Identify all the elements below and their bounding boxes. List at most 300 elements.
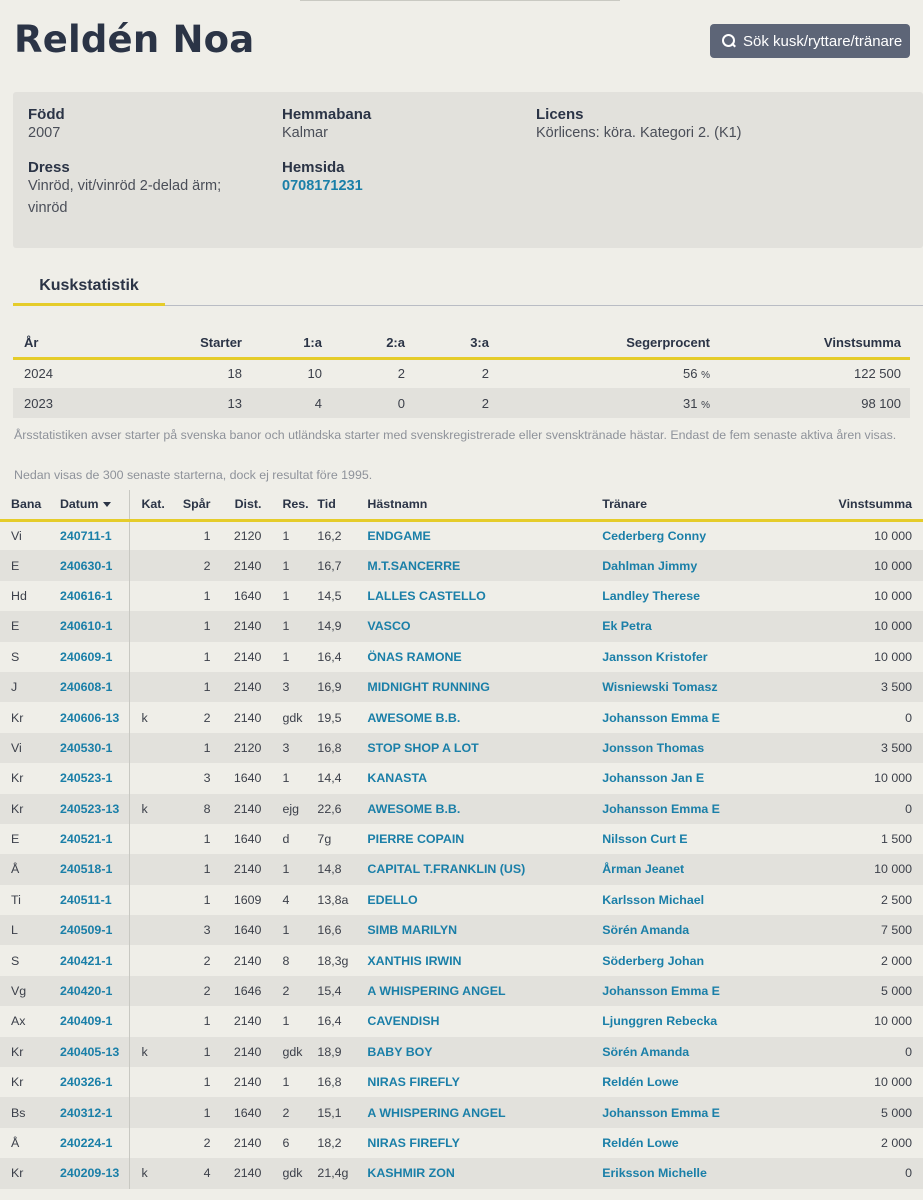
cell-bana: Kr <box>11 710 24 725</box>
cell-kat <box>130 976 179 1006</box>
cell-kat <box>130 1006 179 1036</box>
start-row <box>0 885 923 915</box>
stats-cell-year: 2024 <box>24 366 53 382</box>
cell-dist: 2120 <box>233 528 262 543</box>
cell-trainer-link[interactable]: Johansson Emma E <box>598 794 758 824</box>
cell-dist: 2140 <box>233 710 262 725</box>
dress-value-line-2: vinröd <box>28 200 68 216</box>
cell-kat: k <box>130 1158 179 1188</box>
cell-vinstsumma: 0 <box>905 710 912 725</box>
cell-res: 8 <box>282 953 290 968</box>
cell-dist: 2140 <box>233 1136 262 1150</box>
cell-kat <box>130 885 179 915</box>
cell-horse-link[interactable]: MIDNIGHT RUNNING <box>363 672 598 702</box>
cell-dist: 2140 <box>233 953 262 968</box>
page-title: Reldén Noa <box>14 18 255 61</box>
cell-kat: k <box>141 710 148 725</box>
cell-tid: 21,4g <box>313 1158 363 1188</box>
cell-res: 1 <box>265 550 313 580</box>
cell-horse-link[interactable]: LALLES CASTELLO <box>367 588 486 603</box>
cell-horse-link[interactable]: CAPITAL T.FRANKLIN (US) <box>363 854 598 884</box>
cell-res: 1 <box>282 588 290 603</box>
cell-horse-link[interactable]: KANASTA <box>367 771 428 786</box>
start-row <box>0 642 923 672</box>
search-icon <box>722 34 736 48</box>
cell-trainer-link[interactable]: Sörén Amanda <box>598 1037 758 1067</box>
cell-bana: S <box>11 953 20 968</box>
cell-vinstsumma: 10 000 <box>874 528 912 543</box>
cell-tid: 19,5 <box>317 710 342 725</box>
cell-bana: Vi <box>0 733 56 763</box>
cell-kat <box>130 763 179 793</box>
cell-kat <box>130 520 179 550</box>
cell-tid: 14,8 <box>313 854 363 884</box>
cell-horse-link[interactable]: AWESOME B.B. <box>367 710 461 725</box>
stats-cell-third: 2 <box>414 388 498 418</box>
cell-trainer-link[interactable]: Årman Jeanet <box>598 854 758 884</box>
cell-kat <box>130 1097 179 1127</box>
license-value: Körlicens: köra. Kategori 2. (K1) <box>536 125 742 141</box>
cell-bana: Kr <box>11 1075 24 1090</box>
start-row <box>0 824 923 854</box>
born-value: 2007 <box>28 125 61 141</box>
cell-bana: E <box>11 832 20 847</box>
stats-cell-starts: 13 <box>133 388 251 418</box>
cell-trainer-link[interactable]: Reldén Lowe <box>602 1136 679 1150</box>
cell-datum-link[interactable]: 240606-13 <box>56 702 130 732</box>
cell-dist: 2140 <box>214 611 265 641</box>
stats-cell-starts: 18 <box>227 366 242 382</box>
website-link[interactable]: 0708171231 <box>282 178 363 194</box>
start-row <box>0 581 923 611</box>
start-row <box>0 976 923 1006</box>
cell-spar: 2 <box>203 710 211 725</box>
cell-bana: Å <box>11 1136 20 1150</box>
cell-trainer-link[interactable]: Ek Petra <box>598 611 758 641</box>
cell-tid: 16,6 <box>313 915 363 945</box>
cell-dist: 1646 <box>214 976 265 1006</box>
cell-bana: E <box>0 611 56 641</box>
dress-label: Dress <box>28 159 70 176</box>
cell-kat <box>130 611 179 641</box>
cell-horse-link[interactable]: CAVENDISH <box>367 1014 440 1029</box>
cell-spar: 3 <box>179 915 215 945</box>
cell-trainer-link[interactable]: Wisniewski Tomasz <box>598 672 758 702</box>
cell-trainer-link[interactable]: Landley Therese <box>602 588 700 603</box>
cell-trainer-link[interactable]: Cederberg Conny <box>602 528 707 543</box>
cell-tid: 14,5 <box>317 588 342 603</box>
cell-datum-link[interactable]: 240608-1 <box>56 672 130 702</box>
stats-cell-earnings: 122 500 <box>854 366 901 382</box>
start-row <box>0 733 923 763</box>
cell-horse-link[interactable]: KASHMIR ZON <box>363 1158 598 1188</box>
cell-spar: 1 <box>203 1075 211 1090</box>
year-stats-table <box>13 328 910 418</box>
cell-trainer-link[interactable]: Jonsson Thomas <box>598 733 758 763</box>
starts-note: Nedan visas de 300 senaste starterna, dock ej resultat före 1995. <box>14 468 373 482</box>
cell-tid: 22,6 <box>313 794 363 824</box>
cell-dist: 2120 <box>214 733 265 763</box>
cell-tid: 16,4 <box>317 1014 342 1029</box>
cell-spar: 8 <box>179 794 215 824</box>
cell-vinstsumma: 1 500 <box>880 832 912 847</box>
stats-row <box>13 358 910 388</box>
cell-dist: 2140 <box>214 672 265 702</box>
cell-kat <box>130 915 179 945</box>
cell-vinstsumma: 0 <box>758 1158 923 1188</box>
cell-bana: Bs <box>0 1097 56 1127</box>
cell-kat <box>130 854 179 884</box>
col-spar[interactable]: Spår <box>179 490 215 520</box>
sort-desc-icon <box>103 502 111 507</box>
cell-spar: 1 <box>203 1014 211 1029</box>
cell-trainer-link[interactable]: Dahlman Jimmy <box>598 550 758 580</box>
cell-bana: Vi <box>11 528 22 543</box>
cell-horse-link[interactable]: EDELLO <box>367 892 418 907</box>
search-button-label: Sök kusk/ryttare/tränare <box>743 32 903 50</box>
cell-spar: 2 <box>179 550 215 580</box>
cell-dist: 1640 <box>214 915 265 945</box>
dress-value-line-1: Vinröd, vit/vinröd 2-delad ärm; <box>28 178 222 194</box>
cell-trainer-link[interactable]: Nilsson Curt E <box>602 832 688 847</box>
cell-res: 1 <box>282 771 290 786</box>
col-tranare[interactable]: Tränare <box>598 490 758 520</box>
cell-dist: 1609 <box>233 892 262 907</box>
cell-spar: 1 <box>203 832 211 847</box>
cell-res: 1 <box>265 854 313 884</box>
cell-spar: 1 <box>179 733 215 763</box>
cell-datum-link[interactable]: 240405-13 <box>56 1037 130 1067</box>
home-track-label: Hemmabana <box>282 106 372 123</box>
cell-dist: 2140 <box>233 1075 262 1090</box>
cell-spar: 1 <box>203 528 211 543</box>
cell-kat <box>130 945 179 975</box>
cell-horse-link[interactable]: A WHISPERING ANGEL <box>363 1097 598 1127</box>
license-label: Licens <box>536 106 584 123</box>
cell-dist: 2140 <box>233 1014 262 1029</box>
tab-bar <box>13 262 923 306</box>
cell-spar: 1 <box>179 611 215 641</box>
stats-cell-win-pct: 31 % <box>498 388 719 418</box>
start-row <box>0 672 923 702</box>
cell-horse-link[interactable]: SIMB MARILYN <box>363 915 598 945</box>
cell-kat: k <box>130 794 179 824</box>
born-label: Född <box>28 106 65 123</box>
cell-datum-link[interactable]: 240421-1 <box>56 945 130 975</box>
cell-dist: 1640 <box>233 832 262 847</box>
cell-bana: Ti <box>11 892 21 907</box>
cell-kat <box>130 733 179 763</box>
stats-cell-year: 2023 <box>13 388 133 418</box>
start-row <box>0 915 923 945</box>
cell-res: 2 <box>265 976 313 1006</box>
cell-vinstsumma: 10 000 <box>874 588 912 603</box>
cell-horse-link[interactable]: M.T.SANCERRE <box>363 550 598 580</box>
cell-kat <box>130 1128 179 1158</box>
cell-tid: 15,4 <box>313 976 363 1006</box>
cell-horse-link[interactable]: ÖNAS RAMONE <box>367 649 462 664</box>
cell-tid: 16,8 <box>313 733 363 763</box>
cell-trainer-link[interactable]: Söderberg Johan <box>602 953 705 968</box>
cell-vinstsumma: 0 <box>758 794 923 824</box>
cell-res: 1 <box>282 649 290 664</box>
col-tid[interactable]: Tid <box>313 490 363 520</box>
cell-datum-link[interactable]: 240312-1 <box>56 1097 130 1127</box>
cell-spar: 2 <box>203 1136 211 1150</box>
cell-bana: J <box>0 672 56 702</box>
cell-res: 6 <box>282 1136 290 1150</box>
cell-horse-link[interactable]: STOP SHOP A LOT <box>363 733 598 763</box>
cell-tid: 15,1 <box>313 1097 363 1127</box>
cell-res: 4 <box>282 892 290 907</box>
cell-spar: 1 <box>179 1097 215 1127</box>
cell-res: 1 <box>282 1075 290 1090</box>
cell-trainer-link[interactable]: Ljunggren Rebecka <box>602 1014 718 1029</box>
cell-kat <box>130 642 179 672</box>
cell-dist: 2140 <box>214 854 265 884</box>
cell-vinstsumma: 5 000 <box>758 1097 923 1127</box>
cell-kat <box>130 1067 179 1097</box>
cell-bana: Å <box>0 854 56 884</box>
stats-col-third: 3:a <box>414 328 498 358</box>
cell-spar: 1 <box>203 649 211 664</box>
cell-res: gdk <box>265 1037 313 1067</box>
cell-bana: Vg <box>0 976 56 1006</box>
cell-trainer-link[interactable]: Karlsson Michael <box>602 892 705 907</box>
cell-tid: 7g <box>317 832 332 847</box>
cell-bana: E <box>0 550 56 580</box>
stats-cell-second: 2 <box>397 366 405 382</box>
cell-vinstsumma: 10 000 <box>758 611 923 641</box>
stats-col-first: 1:a <box>251 328 331 358</box>
cell-trainer-link[interactable]: Johansson Jan E <box>602 771 705 786</box>
cell-res: 3 <box>265 733 313 763</box>
cell-spar: 1 <box>179 672 215 702</box>
cell-trainer-link[interactable]: Johansson Emma E <box>598 1097 758 1127</box>
search-driver-button[interactable] <box>710 24 910 58</box>
cell-res: d <box>282 832 290 847</box>
stats-row <box>13 388 910 418</box>
cell-spar: 1 <box>179 854 215 884</box>
cell-datum-link[interactable]: 240523-1 <box>56 763 130 793</box>
stats-cell-earnings: 98 100 <box>719 388 910 418</box>
cell-vinstsumma: 10 000 <box>874 649 912 664</box>
driver-info-panel <box>13 92 923 248</box>
cell-res: 1 <box>282 528 290 543</box>
cell-trainer-link[interactable]: Johansson Emma E <box>602 710 720 725</box>
cell-vinstsumma: 10 000 <box>874 1014 912 1029</box>
cell-kat: k <box>130 1037 179 1067</box>
cell-kat <box>130 581 179 611</box>
cell-vinstsumma: 3 500 <box>758 733 923 763</box>
stats-cell-win-pct: 56 % <box>683 366 710 382</box>
cell-dist: 2140 <box>214 550 265 580</box>
cell-horse-link[interactable]: BABY BOY <box>363 1037 598 1067</box>
cell-res: ejg <box>265 794 313 824</box>
stats-col-starts: Starter <box>133 328 251 358</box>
cell-res: gdk <box>265 1158 313 1188</box>
col-datum[interactable]: Datum <box>56 490 130 520</box>
top-divider <box>300 0 620 3</box>
cell-vinstsumma: 10 000 <box>758 550 923 580</box>
cell-datum-link[interactable]: 240609-1 <box>56 642 130 672</box>
cell-res: 1 <box>265 611 313 641</box>
cell-spar: 1 <box>203 588 211 603</box>
cell-datum-link[interactable]: 240224-1 <box>56 1128 130 1158</box>
cell-kat <box>130 550 179 580</box>
cell-bana: Kr <box>11 771 24 786</box>
start-row <box>0 945 923 975</box>
cell-horse-link[interactable]: NIRAS FIREFLY <box>367 1136 460 1150</box>
start-row <box>0 1067 923 1097</box>
cell-vinstsumma: 0 <box>758 1037 923 1067</box>
cell-bana: Ax <box>11 1014 26 1029</box>
cell-horse-link[interactable]: A WHISPERING ANGEL <box>363 976 598 1006</box>
home-track-value: Kalmar <box>282 125 328 141</box>
start-row <box>0 1158 923 1188</box>
cell-trainer-link[interactable]: Reldén Lowe <box>602 1075 679 1090</box>
cell-vinstsumma: 10 000 <box>874 771 912 786</box>
cell-dist: 2140 <box>214 794 265 824</box>
cell-datum-link[interactable]: 240610-1 <box>56 611 130 641</box>
cell-tid: 16,7 <box>313 550 363 580</box>
col-dist[interactable]: Dist. <box>214 490 265 520</box>
cell-dist: 1640 <box>233 771 262 786</box>
cell-trainer-link[interactable]: Sörén Amanda <box>598 915 758 945</box>
start-row <box>0 550 923 580</box>
cell-horse-link[interactable]: ENDGAME <box>367 528 431 543</box>
cell-vinstsumma: 2 000 <box>880 1136 912 1150</box>
cell-vinstsumma: 2 500 <box>880 892 912 907</box>
cell-tid: 14,4 <box>317 771 342 786</box>
cell-datum-link[interactable]: 240711-1 <box>56 520 130 550</box>
cell-tid: 18,2 <box>317 1136 342 1150</box>
cell-horse-link[interactable]: NIRAS FIREFLY <box>367 1075 460 1090</box>
cell-tid: 18,3g <box>317 953 349 968</box>
cell-bana: Kr <box>0 1037 56 1067</box>
cell-tid: 16,8 <box>317 1075 342 1090</box>
stats-cell-first: 10 <box>307 366 322 382</box>
cell-dist: 2140 <box>214 1158 265 1188</box>
cell-tid: 14,9 <box>313 611 363 641</box>
cell-dist: 1640 <box>233 588 262 603</box>
cell-spar: 2 <box>179 976 215 1006</box>
start-row <box>0 1006 923 1036</box>
start-row <box>0 1097 923 1127</box>
cell-datum-link[interactable]: 240326-1 <box>56 1067 130 1097</box>
cell-trainer-link[interactable]: Johansson Emma E <box>598 976 758 1006</box>
start-row <box>0 1037 923 1067</box>
cell-spar: 3 <box>203 771 211 786</box>
start-row <box>0 794 923 824</box>
cell-vinstsumma: 3 500 <box>758 672 923 702</box>
cell-datum-link[interactable]: 240521-1 <box>56 824 130 854</box>
cell-datum-link[interactable]: 240523-13 <box>56 794 130 824</box>
cell-res: 2 <box>265 1097 313 1127</box>
website-label: Hemsida <box>282 159 345 176</box>
cell-bana: Kr <box>0 794 56 824</box>
start-row <box>0 702 923 732</box>
cell-tid: 16,4 <box>317 649 342 664</box>
stats-col-earnings: Vinstsumma <box>719 328 910 358</box>
cell-horse-link[interactable]: PIERRE COPAIN <box>367 832 465 847</box>
cell-spar: 1 <box>203 892 211 907</box>
cell-dist: 2140 <box>233 649 262 664</box>
cell-horse-link[interactable]: AWESOME B.B. <box>363 794 598 824</box>
cell-res: 1 <box>282 1014 290 1029</box>
cell-vinstsumma: 7 500 <box>758 915 923 945</box>
cell-bana: L <box>0 915 56 945</box>
cell-kat <box>130 672 179 702</box>
cell-bana: Kr <box>0 1158 56 1188</box>
cell-datum-link[interactable]: 240509-1 <box>56 915 130 945</box>
stats-note: Årsstatistiken avser starter på svenska banor och utländska starter med svenskregistrerade eller svensktränade hästar. Endast de fem senaste aktiva åren visas. <box>14 428 897 442</box>
cell-datum-link[interactable]: 240616-1 <box>56 581 130 611</box>
stats-header-row <box>13 328 910 358</box>
cell-datum-link[interactable]: 240530-1 <box>56 733 130 763</box>
stats-col-year: År <box>13 328 133 358</box>
cell-bana: Hd <box>11 588 27 603</box>
cell-datum-link[interactable]: 240518-1 <box>56 854 130 884</box>
cell-res: 3 <box>265 672 313 702</box>
cell-vinstsumma: 10 000 <box>758 854 923 884</box>
cell-tid: 13,8a <box>317 892 349 907</box>
col-hastnamn[interactable]: Hästnamn <box>363 490 598 520</box>
cell-bana: S <box>11 649 20 664</box>
start-row <box>0 520 923 550</box>
start-row <box>0 1128 923 1158</box>
cell-vinstsumma: 2 000 <box>880 953 912 968</box>
tab-kuskstatistik[interactable]: Kuskstatistik <box>13 262 165 306</box>
starts-header-row <box>0 490 923 520</box>
cell-horse-link[interactable]: XANTHIS IRWIN <box>367 953 462 968</box>
cell-tid: 16,2 <box>317 528 342 543</box>
cell-trainer-link[interactable]: Eriksson Michelle <box>598 1158 758 1188</box>
cell-spar: 4 <box>179 1158 215 1188</box>
cell-datum-link[interactable]: 240630-1 <box>56 550 130 580</box>
cell-datum-link[interactable]: 240511-1 <box>56 885 130 915</box>
cell-datum-link[interactable]: 240209-13 <box>56 1158 130 1188</box>
cell-tid: 16,9 <box>313 672 363 702</box>
start-row <box>0 854 923 884</box>
stats-cell-first: 4 <box>251 388 331 418</box>
cell-spar: 2 <box>203 953 211 968</box>
cell-spar: 1 <box>179 1037 215 1067</box>
cell-vinstsumma: 10 000 <box>874 1075 912 1090</box>
col-vinstsumma[interactable]: Vinstsumma <box>758 490 923 520</box>
cell-horse-link[interactable]: VASCO <box>363 611 598 641</box>
col-bana[interactable]: Bana <box>0 490 56 520</box>
cell-datum-link[interactable]: 240409-1 <box>56 1006 130 1036</box>
cell-tid: 18,9 <box>313 1037 363 1067</box>
stats-cell-second: 0 <box>331 388 414 418</box>
cell-dist: 1640 <box>214 1097 265 1127</box>
starts-table <box>0 490 923 1189</box>
cell-trainer-link[interactable]: Jansson Kristofer <box>602 649 708 664</box>
cell-datum-link[interactable]: 240420-1 <box>56 976 130 1006</box>
cell-kat <box>130 824 179 854</box>
stats-cell-third: 2 <box>481 366 489 382</box>
cell-res: gdk <box>282 710 303 725</box>
cell-res: 1 <box>265 915 313 945</box>
cell-vinstsumma: 5 000 <box>758 976 923 1006</box>
cell-dist: 2140 <box>214 1037 265 1067</box>
col-res[interactable]: Res. <box>265 490 313 520</box>
col-kat[interactable]: Kat. <box>130 490 179 520</box>
stats-col-second: 2:a <box>331 328 414 358</box>
start-row <box>0 611 923 641</box>
stats-col-win-pct: Segerprocent <box>498 328 719 358</box>
